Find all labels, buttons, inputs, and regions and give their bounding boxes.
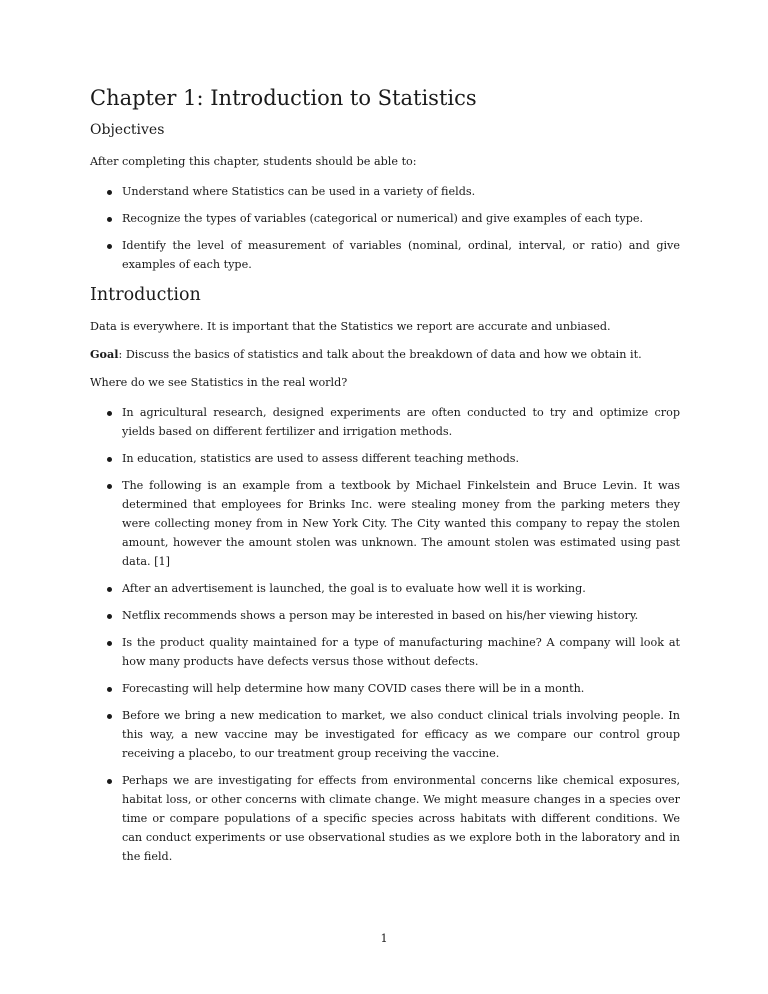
list-item: [90, 706, 680, 763]
bullet-icon: [107, 411, 112, 416]
list-item-text: Identify the level of measurement of variables (nominal, ordinal, interval, or ratio) and give examples of each type.: [122, 239, 680, 271]
page-number: 1: [380, 932, 388, 945]
goal-text: : Discuss the basics of statistics and talk about the breakdown of data and how we obtain it.: [118, 348, 642, 361]
introduction-paragraph: Data is everywhere. It is important that the Statistics we report are accurate and unbiased.: [90, 320, 611, 333]
list-item: [90, 771, 680, 866]
bullet-icon: [107, 641, 112, 646]
list-item: [90, 633, 680, 671]
examples-list: [90, 403, 680, 866]
list-item-text: Understand where Statistics can be used in a variety of fields.: [122, 185, 476, 198]
list-item-text: After an advertisement is launched, the goal is to evaluate how well it is working.: [122, 582, 586, 595]
list-item: [90, 449, 680, 468]
bullet-icon: [107, 714, 112, 719]
bullet-icon: [107, 217, 112, 222]
introduction-heading: Introduction: [90, 285, 201, 305]
list-item: [90, 403, 680, 441]
objectives-list: [90, 182, 680, 274]
list-item: [90, 209, 680, 228]
bullet-icon: [107, 457, 112, 462]
list-item-text: In education, statistics are used to assess different teaching methods.: [122, 452, 520, 465]
objectives-intro: After completing this chapter, students should be able to:: [90, 155, 417, 168]
chapter-title: Chapter 1: Introduction to Statistics: [90, 86, 477, 110]
bullet-icon: [107, 614, 112, 619]
goal-label: Goal: [90, 347, 119, 361]
bullet-icon: [107, 244, 112, 249]
list-item-text: The following is an example from a textbook by Michael Finkelstein and Bruce Levin. It was determined that employees for Brinks Inc. were stealing money from the parking meters they were collecting money from in New York City. The City wanted this company to repay the stolen amount, however the amount stolen was unknown. The amount stolen was estimated using past data. [1]: [122, 479, 680, 568]
list-item: [90, 182, 680, 201]
list-item: [90, 679, 680, 698]
bullet-icon: [107, 484, 112, 489]
list-item: [90, 236, 680, 274]
list-item-text: In agricultural research, designed experiments are often conducted to try and optimize crop yields based on different fertilizer and irrigation methods.: [122, 406, 680, 438]
bullet-icon: [107, 190, 112, 195]
list-item-text: Is the product quality maintained for a type of manufacturing machine? A company will look at how many products have defects versus those without defects.: [122, 636, 680, 668]
list-item: [90, 579, 680, 598]
list-item: [90, 476, 680, 571]
bullet-icon: [107, 687, 112, 692]
bullet-icon: [107, 587, 112, 592]
list-item-text: Forecasting will help determine how many COVID cases there will be in a month.: [122, 682, 585, 695]
list-item-text: Netflix recommends shows a person may be interested in based on his/her viewing history.: [122, 609, 639, 622]
list-item-text: Before we bring a new medication to market, we also conduct clinical trials involving people. In this way, a new vaccine may be investigated for efficacy as we compare our control group receiving a placebo, to our treatment group receiving the vaccine.: [122, 709, 680, 760]
goal-paragraph: [90, 345, 680, 364]
objectives-heading: Objectives: [90, 122, 165, 138]
bullet-icon: [107, 779, 112, 784]
list-item: [90, 606, 680, 625]
question-paragraph: Where do we see Statistics in the real world?: [90, 376, 348, 389]
list-item-text: Perhaps we are investigating for effects from environmental concerns like chemical exposures, habitat loss, or other concerns with climate change. We might measure changes in a species over time or compare populations of a specific species across habitats with different conditions. We can conduct experiments or use observational studies as we explore both in the laboratory and in the field.: [122, 774, 680, 863]
list-item-text: Recognize the types of variables (categorical or numerical) and give examples of each type.: [122, 212, 644, 225]
document-page: [90, 84, 680, 875]
